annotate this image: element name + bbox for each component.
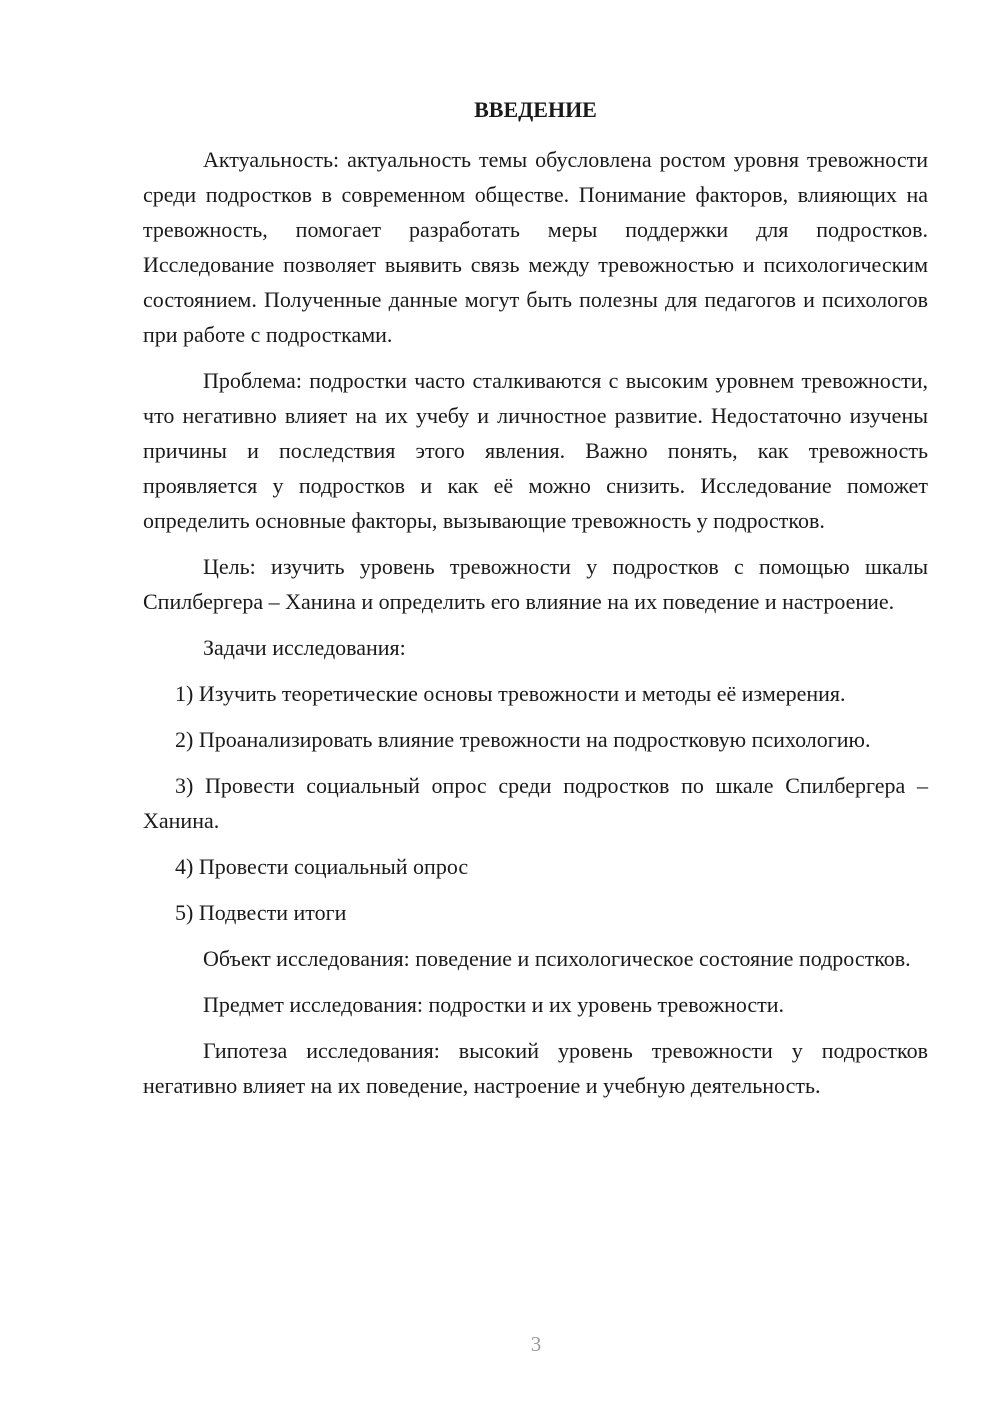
paragraph-relevance: Актуальность: актуальность темы обусловлена ростом уровня тревожности среди подростков в современном обществе. Понимание факторов, влияющих на тревожность, помогает разработать меры поддержки для подростков. Исследование позволяет выявить связь между тревожностью и психологическим состоянием. Полученные данные могут быть полезны для педагогов и психологов при работе с подростками. bbox=[143, 147, 928, 347]
paragraph-tasks-heading: Задачи исследования: bbox=[203, 635, 406, 660]
paragraph-problem: Проблема: подростки часто сталкиваются с высоким уровнем тревожности, что негативно влияет на их учебу и личностное развитие. Недостаточно изучены причины и последствия этого явления. Важно понять, как тревожность проявляется у подростков и как её можно снизить. Исследование поможет определить основные факторы, вызывающие тревожность у подростков. bbox=[143, 368, 928, 533]
task-item-1: 1) Изучить теоретические основы тревожности и методы её измерения. bbox=[175, 681, 846, 706]
section-heading: ВВЕДЕНИЕ bbox=[474, 97, 597, 122]
task-item-4: 4) Провести социальный опрос bbox=[175, 854, 469, 879]
page-number: 3 bbox=[530, 1332, 542, 1356]
paragraph-goal: Цель: изучить уровень тревожности у подростков с помощью шкалы Спилбергера – Ханина и определить его влияние на их поведение и настроение. bbox=[143, 554, 928, 614]
task-item-2: 2) Проанализировать влияние тревожности на подростковую психологию. bbox=[175, 727, 871, 752]
task-item-5: 5) Подвести итоги bbox=[175, 900, 347, 925]
paragraph-object: Объект исследования: поведение и психологическое состояние подростков. bbox=[203, 946, 911, 971]
paragraph-subject: Предмет исследования: подростки и их уровень тревожности. bbox=[203, 992, 785, 1017]
task-item-3: 3) Провести социальный опрос среди подростков по шкале Спилбергера – Ханина. bbox=[143, 773, 928, 833]
document-body bbox=[143, 95, 928, 1114]
paragraph-hypothesis: Гипотеза исследования: высокий уровень тревожности у подростков негативно влияет на их поведение, настроение и учебную деятельность. bbox=[143, 1038, 928, 1098]
